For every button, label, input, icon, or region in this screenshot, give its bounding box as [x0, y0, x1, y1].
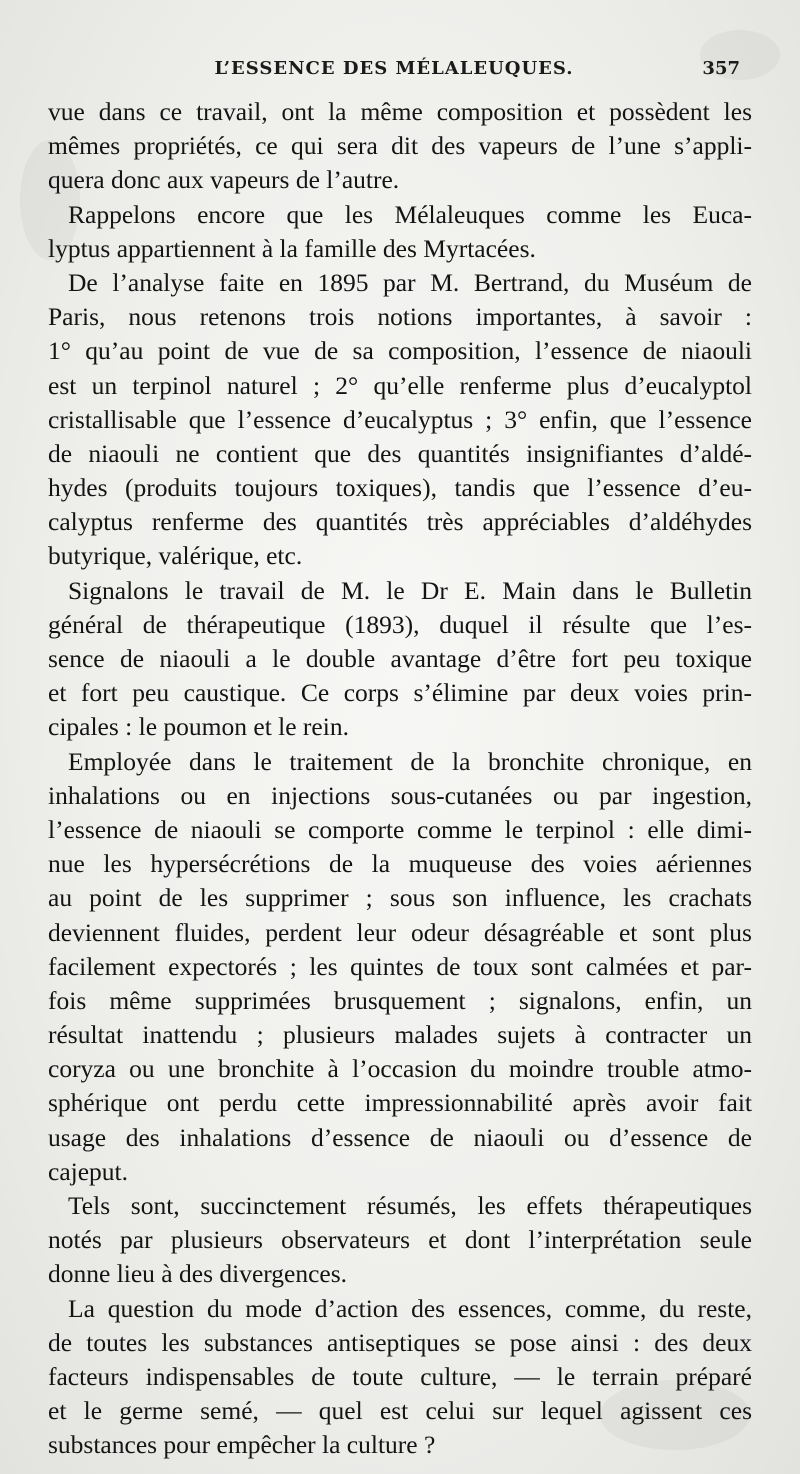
text-line: cipales : le poumon et le rein. [48, 712, 349, 742]
text-line: usage des inhalations d’essence de niaouli ou d’essence de [48, 1122, 752, 1152]
text-line: général de thérapeutique (1893), duquel il résulte que l’es- [48, 609, 752, 639]
text-line: vue dans ce travail, ont la même composition et possèdent les [48, 97, 752, 126]
text-line: substances pour empêcher la culture ? [48, 1430, 436, 1460]
text-line: cajeput. [48, 1156, 128, 1186]
body-text [48, 95, 752, 1463]
text-line: quera donc aux vapeurs de l’autre. [48, 165, 400, 195]
text-line: facteurs indispensables de toute culture, — le terrain préparé [48, 1361, 752, 1391]
text-line: Signalons le travail de M. le Dr E. Main dans le Bulletin [68, 575, 752, 605]
text-line: et fort peu caustique. Ce corps s’élimine par deux voies prin- [48, 678, 752, 708]
text-line: au point de les supprimer ; sous son influence, les crachats [48, 883, 752, 913]
running-title: L’ESSENCE DES MÉLALEUQUES. [214, 58, 574, 79]
text-line: hydes (produits toujours toxiques), tandis que l’essence d’eu- [48, 473, 752, 503]
text-line: est un terpinol naturel ; 2° qu’elle renferme plus d’eucalyptol [48, 370, 752, 400]
text-line: facilement expectorés ; les quintes de toux sont calmées et par- [48, 951, 752, 981]
text-line: nue les hypersécrétions de la muqueuse des voies aériennes [48, 849, 752, 879]
running-header [48, 52, 740, 92]
text-line: 1° qu’au point de vue de sa composition, l’essence de niaouli [48, 336, 752, 366]
text-line: donne lieu à des divergences. [48, 1259, 348, 1289]
page-number: 357 [702, 58, 740, 79]
text-line: La question du mode d’action des essences, comme, du reste, [68, 1293, 752, 1323]
text-line: inhalations ou en injections sous-cutanées ou par ingestion, [48, 780, 752, 810]
text-line: Employée dans le traitement de la bronchite chronique, en [68, 746, 752, 776]
text-line: sphérique ont perdu cette impressionnabilité après avoir fait [48, 1088, 752, 1118]
text-line: notés par plusieurs observateurs et dont l’interprétation seule [48, 1225, 752, 1255]
text-line: coryza ou une bronchite à l’occasion du moindre trouble atmo- [48, 1054, 752, 1084]
text-line: l’essence de niaouli se comporte comme le terpinol : elle dimi- [48, 814, 752, 844]
text-line: deviennent fluides, perdent leur odeur désagréable et sont plus [48, 917, 752, 947]
text-line: de niaouli ne contient que des quantités insignifiantes d’aldé- [48, 438, 752, 468]
text-line: Tels sont, succinctement résumés, les effets thérapeutiques [68, 1191, 752, 1220]
text-line: Paris, nous retenons trois notions importantes, à savoir : [48, 302, 752, 332]
text-line: butyrique, valérique, etc. [48, 541, 303, 571]
text-line: calyptus renferme des quantités très appréciables d’aldéhydes [48, 507, 752, 537]
text-line: résultat inattendu ; plusieurs malades sujets à contracter un [48, 1020, 752, 1050]
text-line: et le germe semé, — quel est celui sur lequel agissent ces [48, 1396, 752, 1426]
text-line: De l’analyse faite en 1895 par M. Bertrand, du Muséum de [68, 267, 752, 297]
text-line: Rappelons encore que les Mélaleuques comme les Euca- [68, 199, 752, 229]
text-line: mêmes propriétés, ce qui sera dit des vapeurs de l’une s’appli- [48, 131, 752, 161]
text-line: fois même supprimées brusquement ; signalons, enfin, un [48, 985, 752, 1015]
text-line: sence de niaouli a le double avantage d’être fort peu toxique [48, 644, 752, 673]
text-line: lyptus appartiennent à la famille des Myrtacées. [48, 233, 536, 263]
text-line: de toutes les substances antiseptiques se pose ainsi : des deux [48, 1327, 752, 1357]
text-line: cristallisable que l’essence d’eucalyptus ; 3° enfin, que l’essence [48, 404, 752, 434]
